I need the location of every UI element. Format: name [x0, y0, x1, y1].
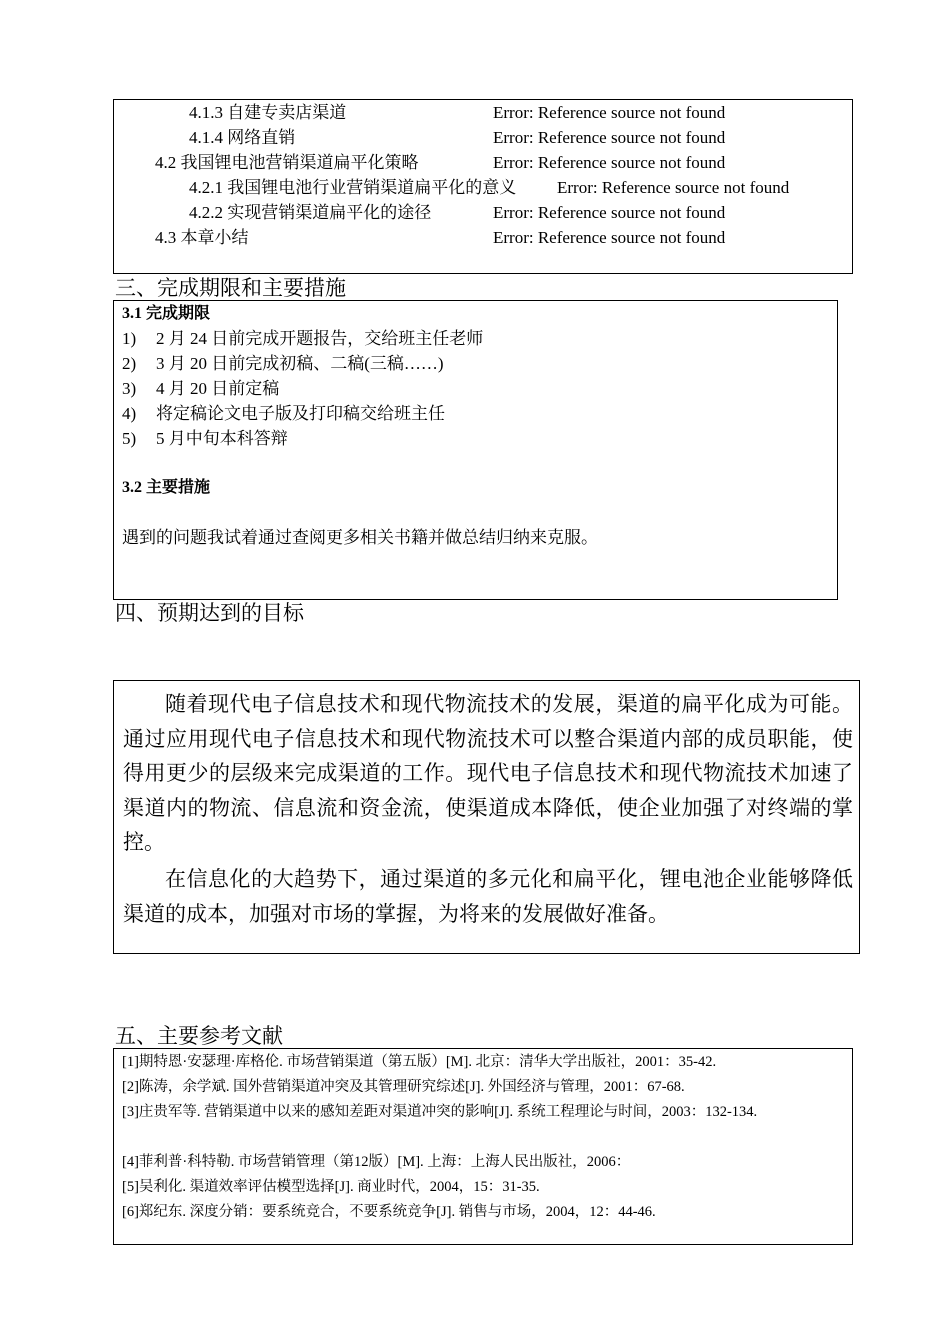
toc-entry-ref: Error: Reference source not found [493, 153, 726, 172]
deadline-item-text: 将定稿论文电子版及打印稿交给班主任 [156, 404, 445, 423]
deadline-item [122, 426, 288, 451]
reference-item: [1]期特恩·安瑟理·库格伦. 市场营销渠道（第五版）[M]. 北京：清华大学出版社，2001：35-42. [122, 1054, 717, 1070]
toc-entry-ref: Error: Reference source not found [493, 203, 726, 222]
deadline-item-text: 4 月 20 日前定稿 [156, 379, 280, 398]
toc-entry-label: 4.3 本章小结 [155, 228, 249, 247]
toc-entry-ref: Error: Reference source not found [493, 128, 726, 147]
reference-item: [3]庄贵军等. 营销渠道中以来的感知差距对渠道冲突的影响[J]. 系统工程理论与时间，2003：132-134. [122, 1104, 758, 1120]
toc-entry-label: 4.2.2 实现营销渠道扁平化的途径 [189, 203, 432, 222]
reference-item: [6]郑纪东. 深度分销：要系统竞合，不要系统竞争[J]. 销售与市场，2004，12：44-46. [122, 1204, 656, 1220]
toc-entry-label: 4.1.3 自建专卖店渠道 [189, 103, 347, 122]
deadline-subtitle: 3.1 完成期限 [122, 305, 211, 322]
toc-entry-ref: Error: Reference source not found [557, 178, 790, 197]
toc-entry-label: 4.2 我国锂电池营销渠道扁平化策略 [155, 153, 419, 172]
deadline-item-number: 5) [122, 429, 137, 448]
reference-item: [4]菲利普·科特勒. 市场营销管理（第12版）[M]. 上海：上海人民出版社，2006： [122, 1154, 631, 1170]
goals-paragraph: 随着现代电子信息技术和现代物流技术的发展，渠道的扁平化成为可能。通过应用现代电子信息技术和现代物流技术可以整合渠道内部的成员职能，使得用更少的层级来完成渠道的工作。现代电子信息技术和现代物流技术加速了渠道内的物流、信息流和资金流，使渠道成本降低，使企业加强了对终端的掌控。 [123, 692, 853, 854]
reference-item: [2]陈涛，余学斌. 国外营销渠道冲突及其管理研究综述[J]. 外国经济与管理，2001：67-68. [122, 1079, 685, 1095]
section-heading-references: 五、主要参考文献 [115, 1024, 283, 1048]
reference-item: [5]吴利化. 渠道效率评估模型选择[J]. 商业时代，2004，15：31-35. [122, 1179, 540, 1195]
deadline-item [122, 376, 279, 401]
deadline-item-number: 1) [122, 329, 137, 348]
toc-entry-ref: Error: Reference source not found [493, 228, 726, 247]
deadline-item-text: 5 月中旬本科答辩 [156, 429, 288, 448]
deadline-item-number: 2) [122, 354, 137, 373]
deadline-item [122, 351, 444, 376]
deadline-item [122, 326, 483, 351]
goals-paragraph: 在信息化的大趋势下，通过渠道的多元化和扁平化，锂电池企业能够降低渠道的成本，加强对市场的掌握，为将来的发展做好准备。 [123, 867, 853, 926]
deadline-item-text: 2 月 24 日前完成开题报告，交给班主任老师 [156, 329, 484, 348]
toc-entry-ref: Error: Reference source not found [493, 103, 726, 122]
deadline-item-text: 3 月 20 日前完成初稿、二稿(三稿……) [156, 354, 444, 373]
toc-entry-label: 4.1.4 网络直销 [189, 128, 296, 147]
toc-entry-label: 4.2.1 我国锂电池行业营销渠道扁平化的意义 [189, 178, 517, 197]
measures-subtitle: 3.2 主要措施 [122, 479, 211, 496]
section-heading-goals: 四、预期达到的目标 [115, 601, 304, 625]
section-heading-deadlines: 三、完成期限和主要措施 [115, 276, 346, 300]
deadline-item [122, 401, 445, 426]
deadline-item-number: 4) [122, 404, 137, 423]
measures-text: 遇到的问题我试着通过查阅更多相关书籍并做总结归纳来克服。 [122, 528, 598, 547]
deadline-item-number: 3) [122, 379, 137, 398]
